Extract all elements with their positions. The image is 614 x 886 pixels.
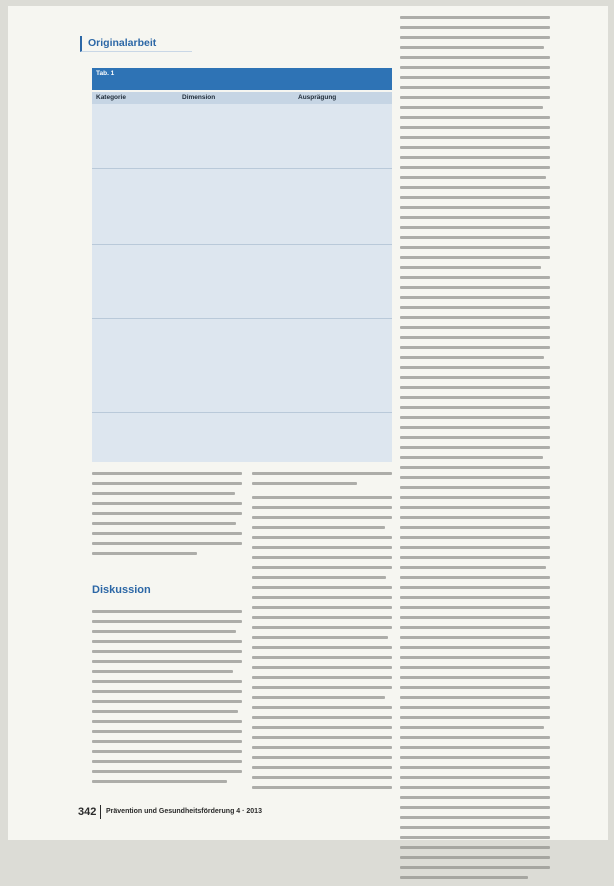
column-header-category: Kategorie <box>96 94 126 101</box>
middle-column-paragraph-2 <box>252 496 392 796</box>
table-row-divider <box>92 168 392 169</box>
section-label: Originalarbeit <box>88 37 157 49</box>
table-row-divider <box>92 244 392 245</box>
table-caption <box>92 68 392 90</box>
table-row-divider <box>92 412 392 413</box>
column-header-dimension: Dimension <box>182 94 216 101</box>
table-number: Tab. 1 <box>96 70 115 77</box>
table-header-row <box>92 92 392 104</box>
column-header-expression: Ausprägung <box>298 94 337 101</box>
middle-column-paragraph-1 <box>252 472 392 492</box>
right-column-paragraph <box>400 16 550 886</box>
page-number: 342 <box>78 806 97 818</box>
left-column-paragraph-2 <box>92 610 242 790</box>
section-tag <box>80 36 192 52</box>
journal-reference: Prävention und Gesundheitsförderung 4 · 2013 <box>106 808 262 815</box>
category-table <box>92 92 392 462</box>
left-column-paragraph-1 <box>92 472 242 562</box>
page <box>8 6 608 840</box>
footer-divider <box>100 805 101 819</box>
section-heading: Diskussion <box>92 584 151 596</box>
table-row-divider <box>92 318 392 319</box>
